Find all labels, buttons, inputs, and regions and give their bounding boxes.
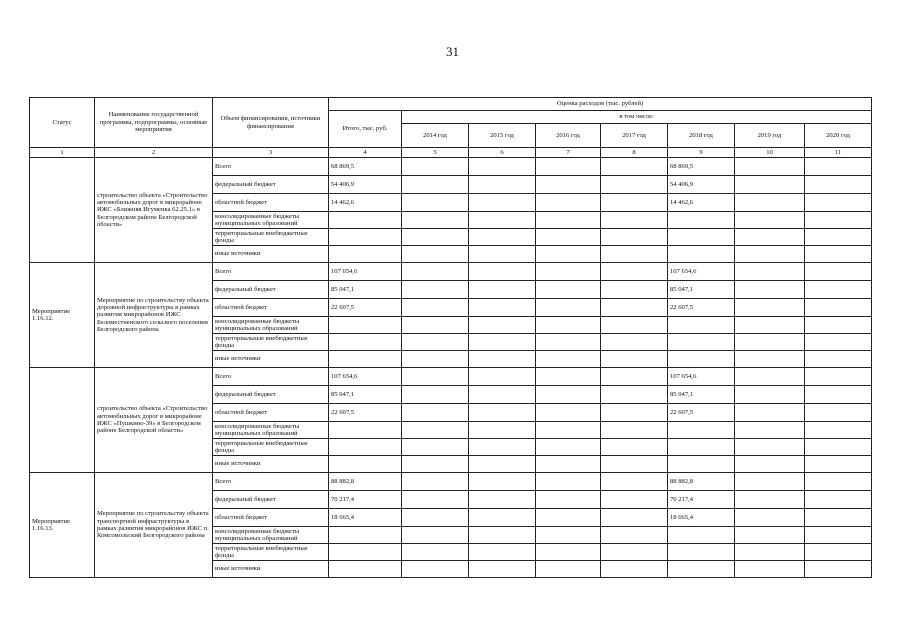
- funding-source: территориальные внебюджетные фонды: [213, 229, 329, 246]
- year-value-empty: [469, 246, 536, 263]
- year-value-empty: [402, 351, 469, 368]
- year-value-empty: [735, 368, 805, 386]
- funding-source: областной бюджет: [213, 404, 329, 422]
- funding-source: Всего: [213, 473, 329, 491]
- header-name: Наименование государственной программы, подпрограммы, основные мероприятия: [95, 98, 213, 148]
- row-name: Мероприятие по строительству объекта дорожной инфраструктуры в рамках развития микрорайонов ИЖС Беломестненского сельского поселения Белгородского района: [95, 263, 213, 368]
- year-value-empty: [469, 158, 536, 176]
- year-value-empty: [601, 404, 668, 422]
- year-value-empty: [402, 176, 469, 194]
- year-value-empty: [601, 561, 668, 578]
- row-name: строительство объекта «Строительство автомобильных дорог в микрорайоне ИЖС «Пушкино-39» в Белгородском районе Белгородской области»: [95, 368, 213, 473]
- year-2018-value: [668, 422, 735, 439]
- column-number: 5: [402, 148, 469, 158]
- header-year: 2018 год: [668, 124, 735, 148]
- year-value-empty: [805, 544, 872, 561]
- funding-source: Всего: [213, 263, 329, 281]
- year-2018-value: 85 047,1: [668, 386, 735, 404]
- year-value-empty: [805, 212, 872, 229]
- row-name: строительство объекта «Строительство автомобильных дорог в микрорайоне ИЖС «Ближняя Игуменка 62.25.1» в Белгородском районе Белгородской области»: [95, 158, 213, 263]
- year-2018-value: 54 406,9: [668, 176, 735, 194]
- year-2018-value: [668, 212, 735, 229]
- year-value-empty: [536, 263, 601, 281]
- year-value-empty: [601, 473, 668, 491]
- total-value: 14 462,6: [329, 194, 402, 212]
- year-value-empty: [402, 439, 469, 456]
- funding-source: консолидированные бюджеты муниципальных образований: [213, 212, 329, 229]
- year-value-empty: [735, 158, 805, 176]
- total-value: 107 654,6: [329, 263, 402, 281]
- year-value-empty: [735, 422, 805, 439]
- year-value-empty: [805, 246, 872, 263]
- funding-source: областной бюджет: [213, 194, 329, 212]
- year-value-empty: [805, 491, 872, 509]
- year-value-empty: [601, 509, 668, 527]
- year-value-empty: [601, 281, 668, 299]
- year-value-empty: [469, 527, 536, 544]
- year-value-empty: [402, 561, 469, 578]
- year-value-empty: [805, 263, 872, 281]
- year-value-empty: [735, 351, 805, 368]
- year-value-empty: [469, 334, 536, 351]
- year-value-empty: [601, 527, 668, 544]
- table-row: [30, 263, 872, 281]
- year-value-empty: [536, 404, 601, 422]
- year-value-empty: [402, 212, 469, 229]
- year-value-empty: [735, 299, 805, 317]
- year-value-empty: [536, 509, 601, 527]
- column-number: 2: [95, 148, 213, 158]
- year-2018-value: [668, 246, 735, 263]
- year-value-empty: [402, 422, 469, 439]
- year-2018-value: 70 217,4: [668, 491, 735, 509]
- column-number: 7: [536, 148, 601, 158]
- year-value-empty: [735, 263, 805, 281]
- year-2018-value: 107 654,6: [668, 263, 735, 281]
- total-value: 54 406,9: [329, 176, 402, 194]
- year-value-empty: [469, 544, 536, 561]
- year-value-empty: [735, 194, 805, 212]
- year-value-empty: [735, 544, 805, 561]
- year-value-empty: [536, 473, 601, 491]
- year-value-empty: [735, 281, 805, 299]
- funding-source: Всего: [213, 368, 329, 386]
- column-number: 9: [668, 148, 735, 158]
- header-status: Статус: [30, 98, 95, 148]
- funding-source: федеральный бюджет: [213, 281, 329, 299]
- year-value-empty: [402, 386, 469, 404]
- year-value-empty: [735, 527, 805, 544]
- year-value-empty: [469, 317, 536, 334]
- total-value: 22 607,5: [329, 299, 402, 317]
- row-status: [30, 158, 95, 263]
- year-value-empty: [536, 299, 601, 317]
- year-value-empty: [601, 229, 668, 246]
- year-2018-value: [668, 561, 735, 578]
- year-value-empty: [402, 544, 469, 561]
- funding-source: областной бюджет: [213, 299, 329, 317]
- header-funding: Объем финансирования, источники финансирования: [213, 98, 329, 148]
- year-value-empty: [469, 404, 536, 422]
- year-value-empty: [805, 509, 872, 527]
- year-2018-value: [668, 334, 735, 351]
- year-value-empty: [601, 158, 668, 176]
- year-value-empty: [601, 299, 668, 317]
- year-value-empty: [735, 212, 805, 229]
- year-value-empty: [805, 456, 872, 473]
- year-value-empty: [536, 527, 601, 544]
- year-value-empty: [805, 176, 872, 194]
- year-value-empty: [805, 527, 872, 544]
- year-value-empty: [805, 281, 872, 299]
- year-value-empty: [601, 176, 668, 194]
- funding-source: территориальные внебюджетные фонды: [213, 334, 329, 351]
- year-value-empty: [402, 281, 469, 299]
- year-value-empty: [536, 317, 601, 334]
- year-value-empty: [402, 368, 469, 386]
- year-value-empty: [805, 561, 872, 578]
- year-value-empty: [601, 351, 668, 368]
- column-number: 4: [329, 148, 402, 158]
- year-value-empty: [469, 439, 536, 456]
- year-value-empty: [805, 404, 872, 422]
- year-value-empty: [402, 527, 469, 544]
- year-value-empty: [469, 263, 536, 281]
- year-value-empty: [805, 439, 872, 456]
- funding-source: иные источники: [213, 456, 329, 473]
- total-value: [329, 456, 402, 473]
- year-value-empty: [601, 368, 668, 386]
- year-value-empty: [469, 509, 536, 527]
- year-2018-value: [668, 456, 735, 473]
- header-total: Итого, тыс. руб.: [329, 111, 402, 148]
- column-number: 1: [30, 148, 95, 158]
- funding-source: федеральный бюджет: [213, 176, 329, 194]
- year-value-empty: [469, 194, 536, 212]
- year-value-empty: [536, 246, 601, 263]
- year-2018-value: [668, 351, 735, 368]
- total-value: 85 047,1: [329, 386, 402, 404]
- year-2018-value: 14 462,6: [668, 194, 735, 212]
- funding-source: областной бюджет: [213, 509, 329, 527]
- total-value: 22 607,5: [329, 404, 402, 422]
- year-value-empty: [402, 509, 469, 527]
- year-value-empty: [536, 281, 601, 299]
- header-year: 2015 год: [469, 124, 536, 148]
- total-value: [329, 229, 402, 246]
- year-value-empty: [536, 456, 601, 473]
- year-2018-value: [668, 317, 735, 334]
- year-value-empty: [469, 229, 536, 246]
- year-2018-value: 107 654,6: [668, 368, 735, 386]
- row-status: [30, 368, 95, 473]
- year-value-empty: [805, 368, 872, 386]
- total-value: 18 665,4: [329, 509, 402, 527]
- year-value-empty: [402, 334, 469, 351]
- header-including: в том числе:: [402, 111, 872, 124]
- year-value-empty: [735, 386, 805, 404]
- year-value-empty: [735, 176, 805, 194]
- year-2018-value: [668, 527, 735, 544]
- funding-source: иные источники: [213, 246, 329, 263]
- year-value-empty: [536, 334, 601, 351]
- year-value-empty: [469, 351, 536, 368]
- total-value: 70 217,4: [329, 491, 402, 509]
- year-value-empty: [402, 229, 469, 246]
- year-2018-value: 18 665,4: [668, 509, 735, 527]
- year-value-empty: [601, 544, 668, 561]
- year-value-empty: [402, 473, 469, 491]
- year-value-empty: [805, 351, 872, 368]
- year-value-empty: [805, 334, 872, 351]
- year-value-empty: [402, 194, 469, 212]
- year-value-empty: [805, 299, 872, 317]
- funding-source: иные источники: [213, 351, 329, 368]
- year-value-empty: [536, 212, 601, 229]
- year-value-empty: [805, 158, 872, 176]
- funding-source: иные источники: [213, 561, 329, 578]
- year-value-empty: [469, 473, 536, 491]
- year-value-empty: [601, 194, 668, 212]
- year-value-empty: [601, 386, 668, 404]
- year-value-empty: [536, 176, 601, 194]
- year-value-empty: [601, 246, 668, 263]
- year-value-empty: [536, 439, 601, 456]
- year-value-empty: [805, 194, 872, 212]
- header-year: 2020 год: [805, 124, 872, 148]
- year-2018-value: 68 869,5: [668, 158, 735, 176]
- year-2018-value: 85 047,1: [668, 281, 735, 299]
- year-value-empty: [402, 246, 469, 263]
- year-value-empty: [402, 158, 469, 176]
- year-value-empty: [735, 439, 805, 456]
- funding-source: консолидированные бюджеты муниципальных образований: [213, 422, 329, 439]
- year-value-empty: [469, 368, 536, 386]
- total-value: 107 654,6: [329, 368, 402, 386]
- year-value-empty: [469, 212, 536, 229]
- year-value-empty: [536, 386, 601, 404]
- year-value-empty: [402, 317, 469, 334]
- year-value-empty: [536, 158, 601, 176]
- year-2018-value: [668, 439, 735, 456]
- header-year: 2017 год: [601, 124, 668, 148]
- year-value-empty: [601, 263, 668, 281]
- year-value-empty: [735, 404, 805, 422]
- row-name: Мероприятие по строительству объекта транспортной инфраструктуры в рамках развития микрорайонов ИЖС п. Комсомольский Белгородского района: [95, 473, 213, 578]
- column-number: 11: [805, 148, 872, 158]
- year-value-empty: [536, 229, 601, 246]
- year-value-empty: [735, 334, 805, 351]
- total-value: [329, 334, 402, 351]
- total-value: [329, 212, 402, 229]
- column-number: 3: [213, 148, 329, 158]
- table-row: [30, 473, 872, 491]
- year-value-empty: [805, 229, 872, 246]
- year-value-empty: [469, 491, 536, 509]
- funding-source: федеральный бюджет: [213, 491, 329, 509]
- column-number: 8: [601, 148, 668, 158]
- year-value-empty: [402, 263, 469, 281]
- year-value-empty: [469, 281, 536, 299]
- column-number: 10: [735, 148, 805, 158]
- year-2018-value: 22 607,5: [668, 299, 735, 317]
- table-row: [30, 368, 872, 386]
- year-value-empty: [735, 561, 805, 578]
- header-year: 2019 год: [735, 124, 805, 148]
- header-expenses: Оценка расходов (тыс. рублей): [329, 98, 872, 111]
- year-value-empty: [805, 473, 872, 491]
- year-value-empty: [601, 439, 668, 456]
- year-value-empty: [536, 561, 601, 578]
- year-value-empty: [536, 194, 601, 212]
- total-value: [329, 544, 402, 561]
- year-value-empty: [601, 456, 668, 473]
- year-value-empty: [735, 246, 805, 263]
- total-value: [329, 422, 402, 439]
- year-value-empty: [469, 176, 536, 194]
- year-2018-value: [668, 544, 735, 561]
- expenses-table: [29, 97, 872, 578]
- row-status: Мероприятие 1.16.13.: [30, 473, 95, 578]
- year-2018-value: 22 607,5: [668, 404, 735, 422]
- total-value: 68 869,5: [329, 158, 402, 176]
- funding-source: территориальные внебюджетные фонды: [213, 439, 329, 456]
- year-2018-value: [668, 229, 735, 246]
- year-value-empty: [469, 456, 536, 473]
- total-value: 88 882,8: [329, 473, 402, 491]
- year-value-empty: [402, 491, 469, 509]
- funding-source: Всего: [213, 158, 329, 176]
- year-value-empty: [601, 334, 668, 351]
- year-value-empty: [402, 456, 469, 473]
- header-year: 2014 год: [402, 124, 469, 148]
- year-value-empty: [805, 386, 872, 404]
- year-value-empty: [735, 473, 805, 491]
- funding-source: федеральный бюджет: [213, 386, 329, 404]
- year-value-empty: [735, 317, 805, 334]
- year-value-empty: [735, 229, 805, 246]
- year-2018-value: 88 882,8: [668, 473, 735, 491]
- year-value-empty: [536, 351, 601, 368]
- year-value-empty: [402, 299, 469, 317]
- total-value: 85 047,1: [329, 281, 402, 299]
- year-value-empty: [469, 386, 536, 404]
- year-value-empty: [735, 491, 805, 509]
- funding-source: консолидированные бюджеты муниципальных образований: [213, 527, 329, 544]
- year-value-empty: [536, 368, 601, 386]
- total-value: [329, 351, 402, 368]
- total-value: [329, 561, 402, 578]
- year-value-empty: [469, 299, 536, 317]
- funding-source: консолидированные бюджеты муниципальных образований: [213, 317, 329, 334]
- year-value-empty: [805, 422, 872, 439]
- year-value-empty: [735, 456, 805, 473]
- year-value-empty: [735, 509, 805, 527]
- total-value: [329, 527, 402, 544]
- year-value-empty: [469, 422, 536, 439]
- year-value-empty: [601, 422, 668, 439]
- table-row: [30, 158, 872, 176]
- year-value-empty: [536, 422, 601, 439]
- year-value-empty: [601, 317, 668, 334]
- page-number: 31: [446, 44, 459, 59]
- row-status: Мероприятие 1.16.12.: [30, 263, 95, 368]
- total-value: [329, 317, 402, 334]
- funding-source: территориальные внебюджетные фонды: [213, 544, 329, 561]
- year-value-empty: [601, 491, 668, 509]
- year-value-empty: [601, 212, 668, 229]
- year-value-empty: [402, 404, 469, 422]
- column-number: 6: [469, 148, 536, 158]
- year-value-empty: [536, 544, 601, 561]
- year-value-empty: [805, 317, 872, 334]
- header-year: 2016 год: [536, 124, 601, 148]
- year-value-empty: [469, 561, 536, 578]
- total-value: [329, 439, 402, 456]
- year-value-empty: [536, 491, 601, 509]
- total-value: [329, 246, 402, 263]
